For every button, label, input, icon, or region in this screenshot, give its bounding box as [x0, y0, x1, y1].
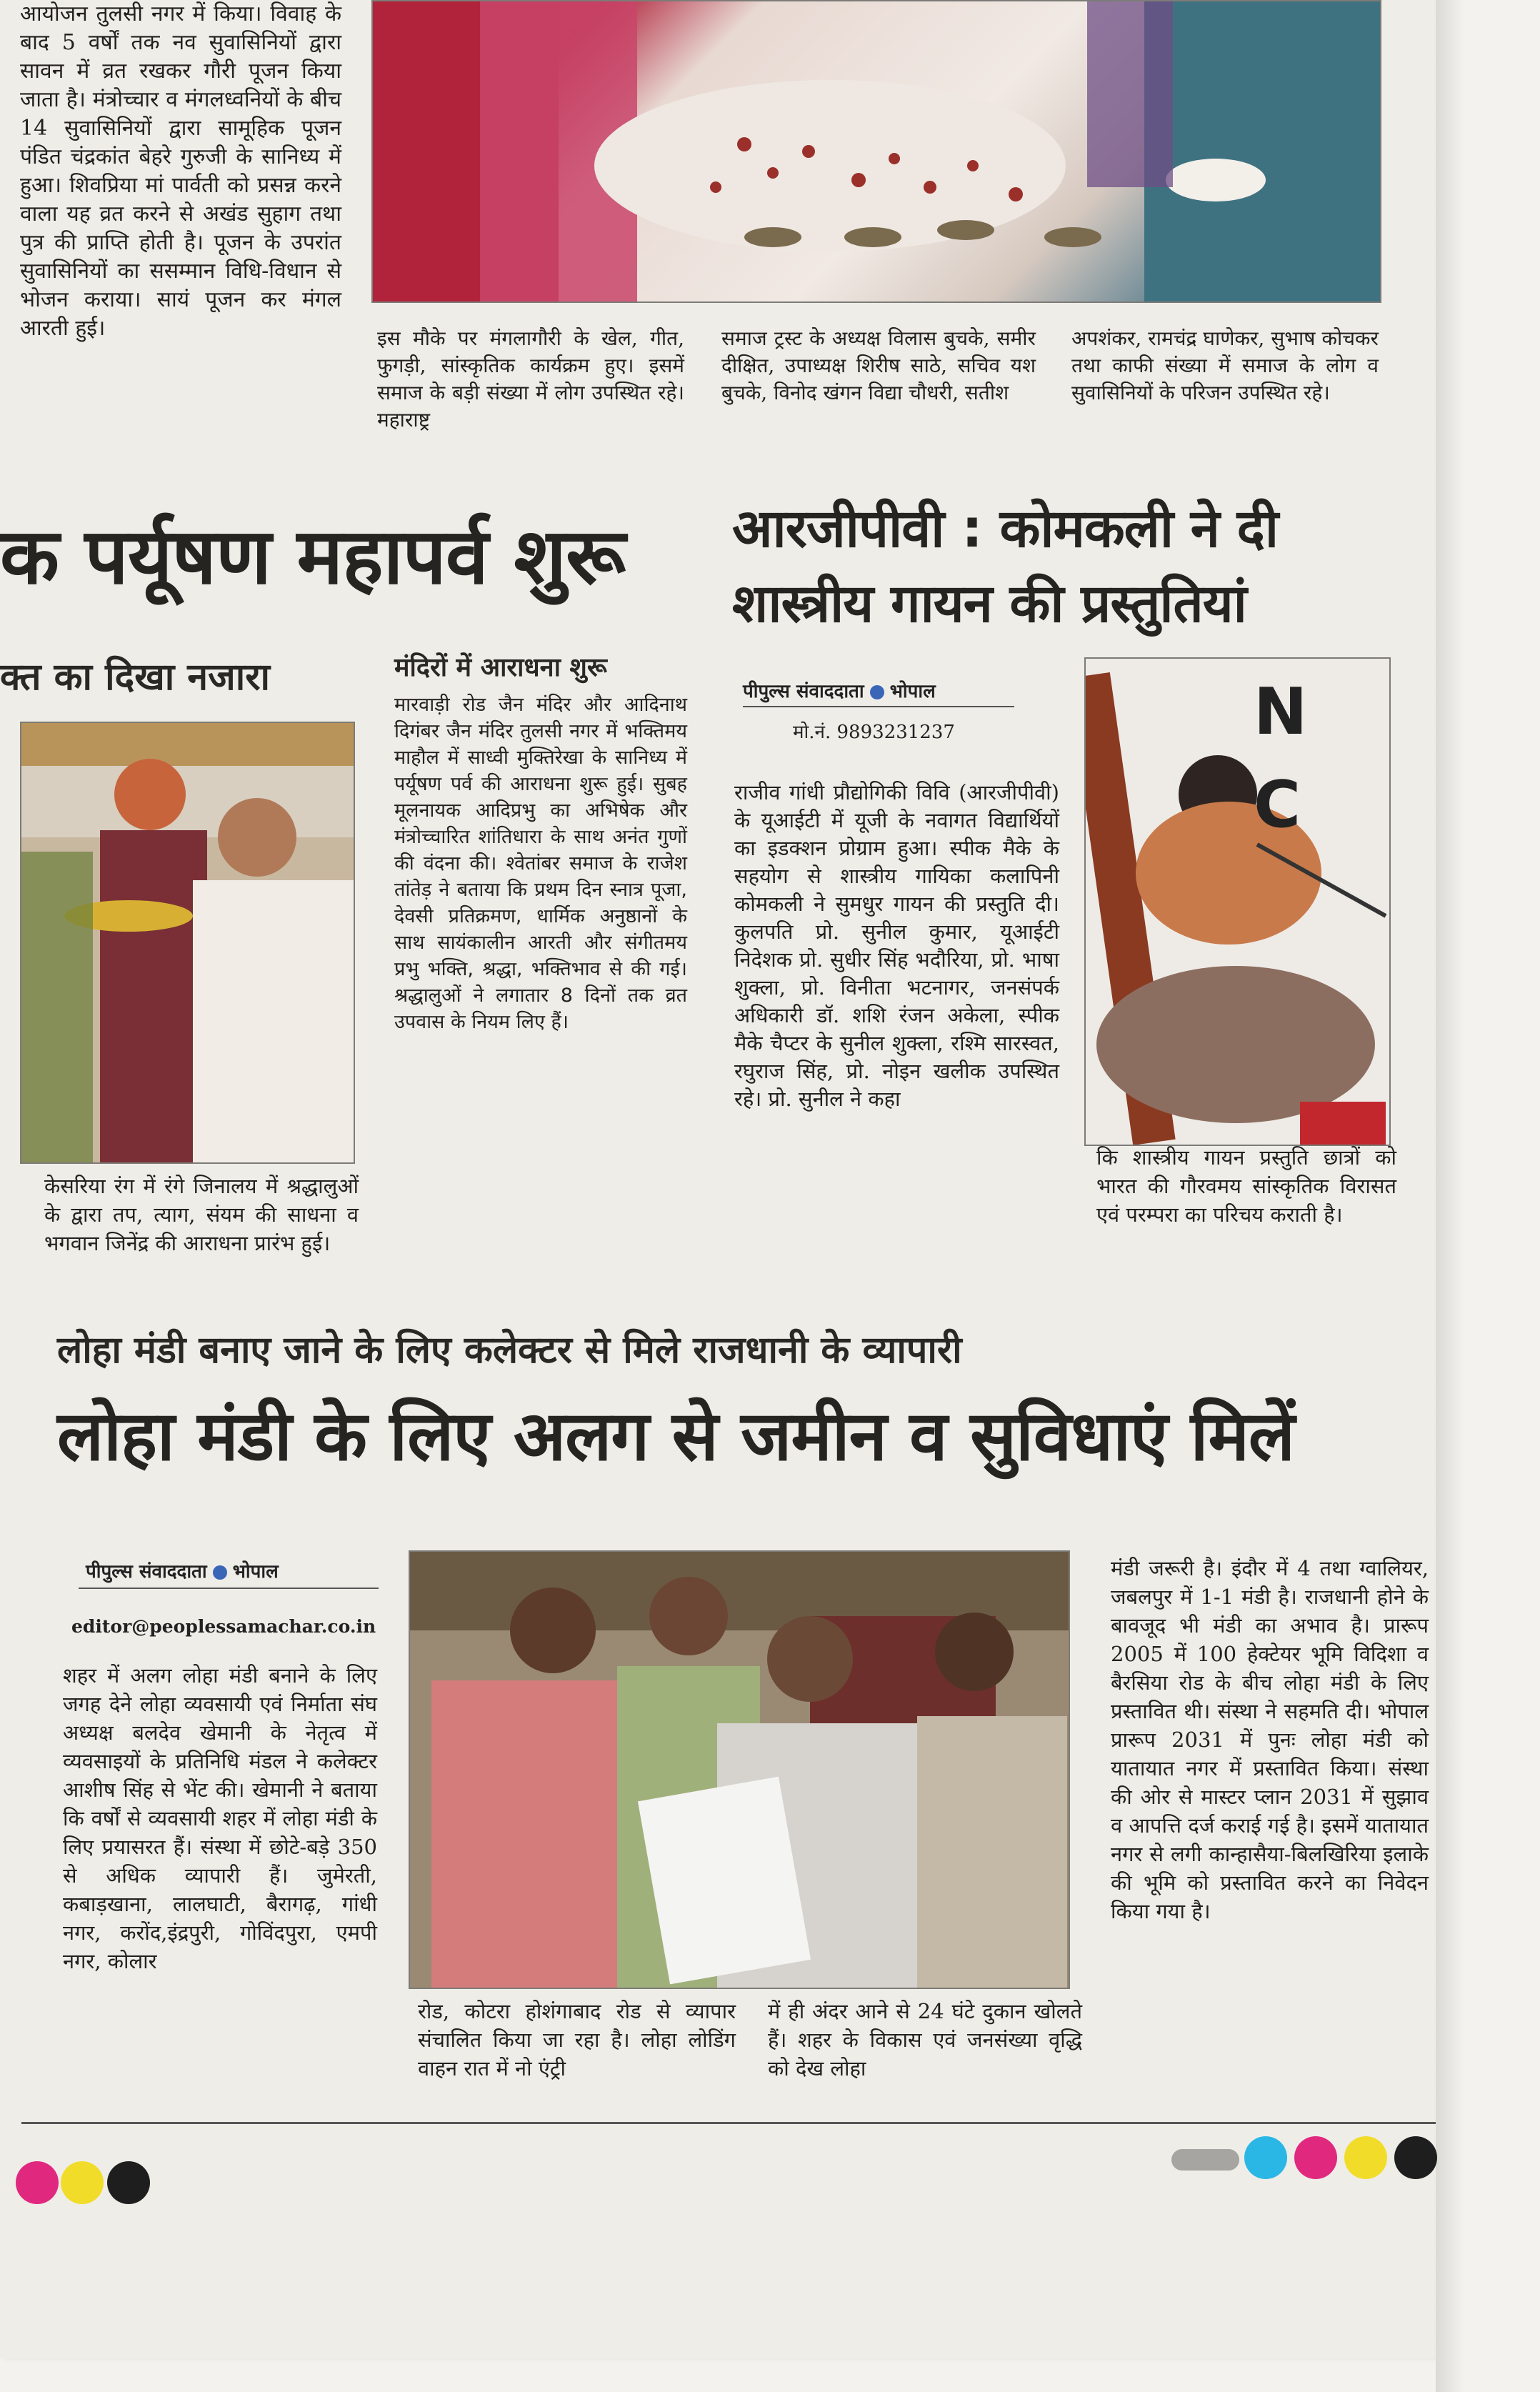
page-edge-shadow	[1436, 0, 1464, 2392]
registration-black-left	[107, 2161, 150, 2204]
jain-temple-aarti-photo	[20, 722, 355, 1164]
byline-dot-icon	[213, 1565, 227, 1580]
loha-column-1: शहर में अलग लोहा मंडी बनाने के लिए जगह देने लोहा व्यवसायी एवं निर्माता संघ अध्यक्ष बलदेव खेमानी के नेतृत्व में व्यवसाइयों के प्रतिनिधि मंडल ने कलेक्टर आशीष सिंह से भेंट की। खेमानी ने बताया कि वर्षों से व्यवसायी शहर में लोहा मंडी के लिए प्रयासरत हैं। संस्था में छोटे-बड़े 350 से अधिक व्यापारी हैं। जुमेरती, कबाड़खाना, लालघाटी, बैरागढ़, गांधी नगर, करोंद,इंद्रपुरी, गोविंदपुरा, एमपी नगर, कोलार	[63, 1663, 377, 1973]
paryushan-side-column: मारवाड़ी रोड जैन मंदिर और आदिनाथ दिगंबर जैन मंदिर तुलसी नगर में भक्तिमय माहौल में साध्वी मुक्तिरेखा के सानिध्य में पर्यूषण पर्व की आराधना शुरू हुई। सुबह मूलनायक आदिप्रभु का अभिषेक और मंत्रोच्चारित शांतिधारा के साथ अनंत गुणों की वंदना की। श्वेतांबर समाज के राजेश तांतेड़ ने बताया कि प्रथम दिन स्नात्र पूजा, देवसी प्रतिक्रमण, धार्मिक अनुष्ठानों के साथ सायंकालीन आरती और संगीतमय प्रभु भक्ति, श्रद्धा, भक्तिभाव से की गई। श्रद्धालुओं ने लगातार 8 दिनों तक व्रत उपवास के नियम लिए हैं।	[394, 694, 687, 1033]
loha-byline-reporter: पीपुल्स संवाददाता	[86, 1561, 207, 1583]
top-story-column-3: समाज ट्रस्ट के अध्यक्ष विलास बुचके, समीर दीक्षित, उपाध्यक्ष शिरीष साठे, सचिव यश बुचके, विनोद खंगन विद्या चौधरी, सतीश	[721, 327, 1036, 404]
rgpv-phone: मो.नं. 9893231237	[793, 722, 955, 743]
loha-kicker: लोहा मंडी बनाए जाने के लिए कलेक्टर से मिले राजधानी के व्यापारी	[57, 1329, 962, 1372]
traders-meet-collector-photo	[409, 1550, 1070, 1989]
nc-banner-letters: N C	[1254, 674, 1308, 842]
temples-worship-subhead: मंदिरों में आराधना शुरू	[394, 653, 607, 682]
loha-byline-city: भोपाल	[232, 1561, 279, 1583]
loha-column-2: रोड, कोटरा होशंगाबाद रोड से व्यापार संचालित किया जा रहा है। लोहा लोडिंग वाहन रात में नो एंट्री	[418, 1999, 736, 2080]
rgpv-byline-rule	[743, 706, 1014, 707]
registration-cyan-right	[1244, 2136, 1287, 2179]
singer-with-tanpura-illustration	[1086, 659, 1389, 1145]
registration-magenta-right	[1294, 2136, 1337, 2179]
rgpv-byline-city: भोपाल	[889, 681, 936, 702]
registration-yellow-left	[61, 2161, 104, 2204]
byline-dot-icon	[870, 685, 884, 699]
loha-column-4: मंडी जरूरी है। इंदौर में 4 तथा ग्वालियर, जबलपुर में 1-1 मंडी है। राजधानी होने के बावजूद भी मंडी का अभाव है। प्रारूप 2005 में 100 हेक्टेयर भूमि विदिशा व बैरसिया रोड के बीच लोहा मंडी के लिए प्रस्तावित थी। संस्था ने सहमति दी। भोपाल प्रारूप 2031 में पुनः लोहा मंडी को यातायात नगर में प्रस्तावित किया। संस्था की ओर से मास्टर प्लान 2031 में सुझाव व आपत्ति दर्ज कराई गई है। इसमें यातायात नगर से लगी कान्हासैया-बिलखिरिया इलाके की भूमि को प्रस्तावित करने का निवेदन किया गया है।	[1111, 1556, 1429, 1923]
traders-group-illustration	[410, 1552, 1069, 1988]
top-story-left-column: आयोजन तुलसी नगर में किया। विवाह के बाद 5 वर्षों तक नव सुवासिनियों द्वारा सावन में व्रत रखकर गौरी पूजन किया जाता है। मंत्रोच्चार व मंगलध्वनियों के बीच 14 सुवासिनियों द्वारा सामूहिक पूजन पंडित चंद्रकांत बेहरे गुरुजी के सानिध्य में हुआ। शिवप्रिया मां पार्वती को प्रसन्न करने वाला यह व्रत करने से अखंड सुहाग तथा पुत्र की प्राप्ति होती है। पूजन के उपरांत सुवासिनियों का ससम्मान विधि-विधान से भोजन कराया। सायं पूजन कर मंगल आरती हुई।	[20, 1, 341, 341]
paryushan-photo-caption: केसरिया रंग में रंगे जिनालय में श्रद्धालुओं के द्वारा तप, त्याग, संयम की साधना व भगवान जिनेंद्र की आराधना प्रारंभ हुई।	[44, 1174, 359, 1255]
loha-byline-rule	[79, 1588, 379, 1589]
rgpv-headline-line2: शास्त्रीय गायन की प्रस्तुतियां	[732, 573, 1246, 634]
top-story-column-4: अपशंकर, रामचंद्र घाणेकर, सुभाष कोचकर तथा काफी संख्या में समाज के लोग व सुवासिनियों के परिजन उपस्थित रहे।	[1071, 327, 1379, 404]
rgpv-photo-caption: कि शास्त्रीय गायन प्रस्तुति छात्रों को भारत की गौरवमय सांस्कृतिक विरासत एवं परम्परा का परिचय कराती है।	[1096, 1145, 1396, 1227]
footer-rule	[21, 2122, 1436, 2124]
top-story-column-2: इस मौके पर मंगलागौरी के खेल, गीत, फुगड़ी, सांस्कृतिक कार्यक्रम हुए। इसमें समाज के बड़ी संख्या में लोग उपस्थित रहे। महाराष्ट्र	[377, 327, 684, 432]
rgpv-byline	[743, 677, 1029, 703]
rgpv-byline-reporter: पीपुल्स संवाददाता	[743, 681, 864, 702]
loha-email: editor@peoplessamachar.co.in	[71, 1616, 376, 1637]
registration-gray-bar	[1171, 2149, 1239, 2171]
paryushan-subhead: क्त का दिखा नजारा	[0, 656, 270, 699]
registration-yellow-right	[1344, 2136, 1387, 2179]
puja-scene-illustration	[373, 1, 1380, 302]
loha-byline	[86, 1558, 371, 1583]
registration-black-right	[1394, 2136, 1437, 2179]
kalapini-komkali-performance-photo	[1084, 657, 1391, 1146]
rgpv-headline-line1: आरजीपीवी : कोमकली ने दी	[732, 498, 1279, 559]
loha-headline: लोहा मंडी के लिए अलग से जमीन व सुविधाएं मिलें	[57, 1396, 1295, 1476]
temple-aarti-illustration	[21, 723, 354, 1162]
paryushan-headline: क पर्यूषण महापर्व शुरू	[0, 512, 625, 602]
loha-column-3: में ही अंदर आने से 24 घंटे दुकान खोलते हैं। शहर के विकास एवं जनसंख्या वृद्धि को देख लोहा	[768, 1999, 1082, 2080]
mangala-gauri-puja-photo	[371, 0, 1381, 303]
rgpv-body-column: राजीव गांधी प्रौद्योगिकी विवि (आरजीपीवी) के यूआईटी में यूजी के नवागत विद्यार्थियों का इडक्शन प्रोग्राम हुआ। स्पीक मैके के सहयोग से शास्त्रीय गायिका कलापिनी कोमकली ने सुमधुर गायन की प्रस्तुति दी। कुलपति प्रो. सुनील कुमार, यूआईटी निदेशक प्रो. सुधीर सिंह भदौरिया, प्रो. भाषा शुक्ला, प्रो. विनीता भटनागर, जनसंपर्क अधिकारी डॉ. शशि रंजन अकेला, स्पीक मैके चैप्टर के सुनील शुक्ला, रश्मि सारस्वत, रघुराज सिंह, प्रो. नोइन खलीक उपस्थित रहे। प्रो. सुनील ने कहा	[734, 780, 1059, 1111]
registration-magenta-left	[16, 2161, 59, 2204]
